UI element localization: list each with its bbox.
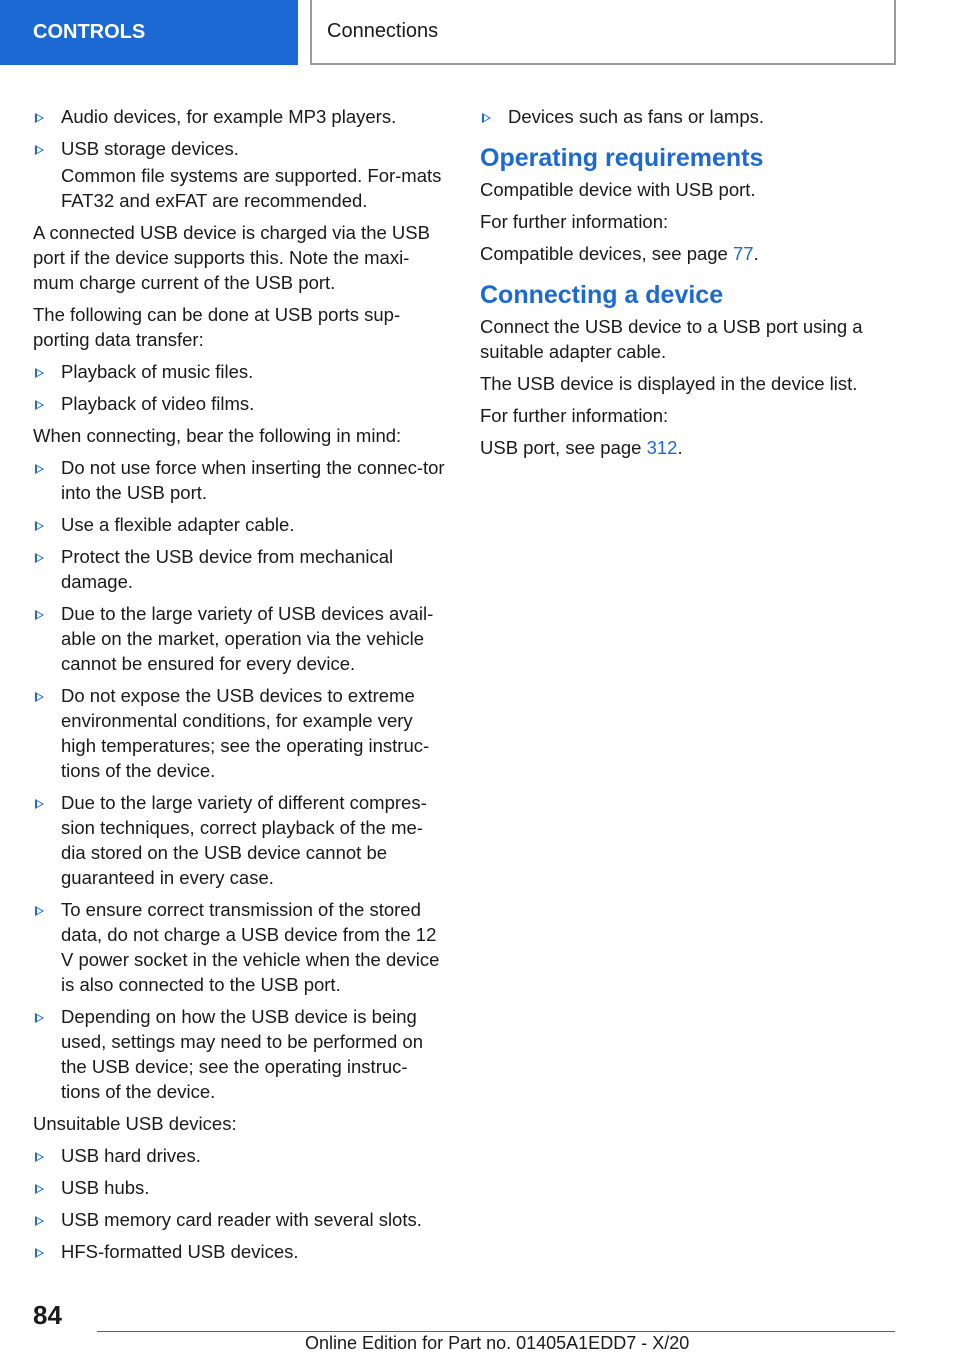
triangle-bullet-icon (35, 400, 44, 410)
list-item: Devices such as fans or lamps. (480, 104, 895, 129)
list-item: USB memory card reader with several slots. (33, 1207, 445, 1232)
section-tab-controls (0, 0, 298, 65)
list-item: Protect the USB device from mechanical damage. (33, 544, 445, 594)
list-item: Due to the large variety of different compres-sion techniques, correct playback of the me-dia stored on the USB device cannot be guaranteed in every case. (33, 790, 445, 890)
page-link-77[interactable]: 77 (732, 243, 754, 264)
section-title: CONTROLS (33, 21, 146, 43)
list-item: HFS-formatted USB devices. (33, 1239, 445, 1264)
paragraph-connecting: When connecting, bear the following in mind: (33, 425, 402, 446)
list-item: Due to the large variety of USB devices avail-able on the market, operation via the vehicle cannot be ensured for every device. (33, 601, 445, 676)
list-item: To ensure correct transmission of the stored data, do not charge a USB device from the 12 V power socket in the vehicle when the device is also connected to the USB port. (33, 897, 445, 997)
right-column (480, 104, 895, 467)
left-column (33, 104, 445, 1271)
triangle-bullet-icon (35, 145, 44, 155)
triangle-bullet-icon (35, 906, 44, 916)
paragraph-unsuitable: Unsuitable USB devices: (33, 1113, 237, 1134)
triangle-bullet-icon (35, 113, 44, 123)
list-item: Do not expose the USB devices to extreme environmental conditions, for example very high temperatures; see the operating instruc-tions of the device. (33, 683, 445, 783)
triangle-bullet-icon (35, 1013, 44, 1023)
triangle-bullet-icon (35, 610, 44, 620)
triangle-bullet-icon (35, 1152, 44, 1162)
list-item: USB hard drives. (33, 1143, 445, 1168)
page-number: 84 (33, 1300, 62, 1330)
requirements-text: Compatible device with USB port. (480, 179, 756, 200)
triangle-bullet-icon (35, 553, 44, 563)
list-item: USB hubs. (33, 1175, 445, 1200)
list-item: Do not use force when inserting the connec-tor into the USB port. (33, 455, 445, 505)
heading-connecting-device: Connecting a device (480, 281, 724, 309)
list-item: Playback of music files. (33, 359, 445, 384)
further-info-label: For further information: (480, 211, 669, 232)
triangle-bullet-icon (35, 1248, 44, 1258)
bullet-note: Common file systems are supported. For-mats FAT32 and exFAT are recommended. (61, 165, 442, 211)
connecting-text: Connect the USB device to a USB port using a suitable adapter cable. (480, 316, 863, 362)
paragraph-charge: A connected USB device is charged via the USB port if the device supports this. Note the maxi-mum charge current of the USB port. (33, 222, 430, 293)
triangle-bullet-icon (35, 692, 44, 702)
triangle-bullet-icon (482, 113, 491, 123)
triangle-bullet-icon (35, 521, 44, 531)
heading-operating-requirements: Operating requirements (480, 144, 764, 172)
compatible-devices-reference: Compatible devices, see page 77. (480, 243, 759, 264)
usb-port-reference: USB port, see page 312. (480, 437, 683, 458)
list-item: Audio devices, for example MP3 players. (33, 104, 445, 129)
page-link-312[interactable]: 312 (646, 437, 678, 458)
list-item: Depending on how the USB device is being used, settings may need to be performed on the USB device; see the operating instruc-tions of the device. (33, 1004, 445, 1104)
further-info-label: For further information: (480, 405, 669, 426)
triangle-bullet-icon (35, 368, 44, 378)
triangle-bullet-icon (35, 1216, 44, 1226)
device-list-text: The USB device is displayed in the device list. (480, 373, 858, 394)
paragraph-transfer: The following can be done at USB ports sup-porting data transfer: (33, 304, 401, 350)
list-item: Playback of video films. (33, 391, 445, 416)
triangle-bullet-icon (35, 464, 44, 474)
list-item: Use a flexible adapter cable. (33, 512, 445, 537)
triangle-bullet-icon (35, 799, 44, 809)
footer-edition: Online Edition for Part no. 01405A1EDD7 - X/20 (305, 1333, 690, 1353)
chapter-tab-connections (310, 0, 896, 65)
list-item: USB storage devices. (33, 136, 445, 161)
footer-divider (97, 1331, 895, 1332)
chapter-title: Connections (327, 20, 439, 42)
triangle-bullet-icon (35, 1184, 44, 1194)
